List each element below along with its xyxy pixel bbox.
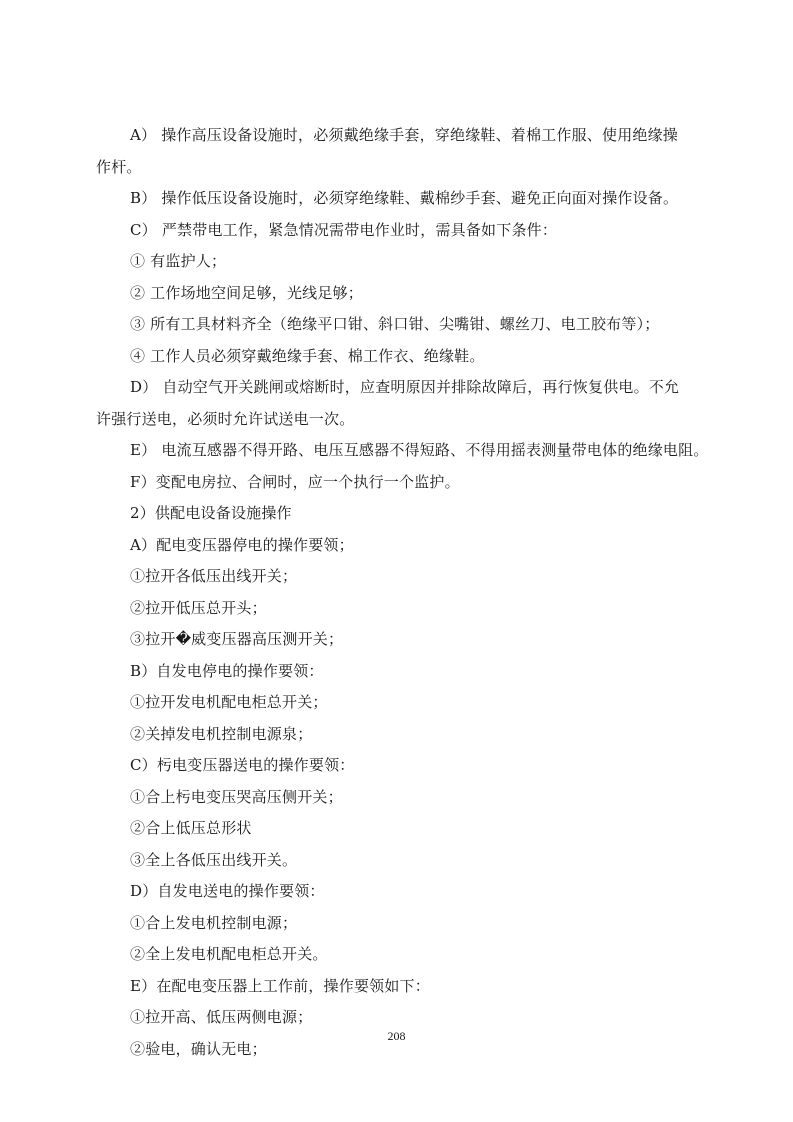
clause-c: C） 严禁带电工作，紧急情况需带电作业时，需具备如下条件： bbox=[130, 220, 558, 239]
section-2-e-item-2: ②验电，确认无电； bbox=[130, 1039, 267, 1058]
section-2-d-item-2: ②全上发电机配电柜总开关。 bbox=[130, 945, 328, 963]
section-2-e: E）在配电变压器上工作前，操作要领如下： bbox=[130, 976, 430, 995]
section-2-b: B）自发电停电的操作要领： bbox=[130, 661, 324, 680]
clause-a-line-1: A） 操作高压设备设施时，必须戴绝缘手套，穿绝缘鞋、着棉工作服、使用绝缘操 bbox=[130, 126, 679, 144]
section-2-b-item-2: ②关掉发电机控制电源泉； bbox=[130, 724, 313, 743]
section-2-a-item-2: ②拉开低压总开头； bbox=[130, 598, 267, 617]
section-2-a-item-3: ③拉开�威变压器高压测开关； bbox=[130, 630, 344, 648]
clause-c-item-4: ④ 工作人员必须穿戴绝缘手套、棉工作衣、绝缘鞋。 bbox=[130, 346, 485, 365]
section-2-e-item-1: ①拉开高、低压两侧电源； bbox=[130, 1008, 313, 1026]
clause-a-line-2: 作杆。 bbox=[96, 157, 142, 176]
section-2-d: D）自发电送电的操作要领： bbox=[130, 882, 325, 900]
section-2-c-item-1: ①合上杇电变压哭高压侧开关； bbox=[130, 787, 343, 806]
clause-c-item-3: ③ 所有工具材料齐全（绝缘平口钳、斜口钳、尖嘴钳、螺丝刀、电工胶布等）； bbox=[130, 315, 660, 333]
section-2-c-item-2: ②合上低压总形状 bbox=[130, 819, 252, 837]
page-number: 208 bbox=[387, 1029, 406, 1043]
section-2-a-item-1: ①拉开各低压出线开关； bbox=[130, 567, 298, 585]
clause-d-line-2: 许强行送电，必须时允许试送电一次。 bbox=[96, 409, 355, 428]
section-2-heading: 2）供配电设备设施操作 bbox=[130, 504, 292, 522]
clause-c-item-2: ② 工作场地空间足够，光线足够； bbox=[130, 283, 363, 302]
clause-b: B） 操作低压设备设施时，必须穿绝缘鞋、戴棉纱手套、避免正向面对操作设备。 bbox=[130, 189, 679, 207]
section-2-a: A）配电变压器停电的操作要领； bbox=[130, 535, 354, 554]
clause-d-line-1: D） 自动空气开关跳闸或熔断时，应查明原因并排除故障后，再行恢复供电。不允 bbox=[130, 378, 680, 396]
clause-f: F）变配电房拉、合闸时，应一个执行一个监护。 bbox=[130, 472, 460, 491]
section-2-b-item-1: ①拉开发电机配电柜总开关； bbox=[130, 693, 328, 711]
clause-e: E） 电流互感器不得开路、电压互感器不得短路、不得用摇表测量带电体的绝缘电阻。 bbox=[130, 441, 709, 459]
section-2-d-item-1: ①合上发电机控制电源； bbox=[130, 913, 298, 932]
section-2-c-item-3: ③全上各低压出线开关。 bbox=[130, 850, 298, 869]
section-2-c: C）杇电变压器送电的操作要领： bbox=[130, 756, 355, 774]
clause-c-item-1: ① 有监护人； bbox=[130, 252, 227, 270]
document-body bbox=[96, 120, 709, 1065]
